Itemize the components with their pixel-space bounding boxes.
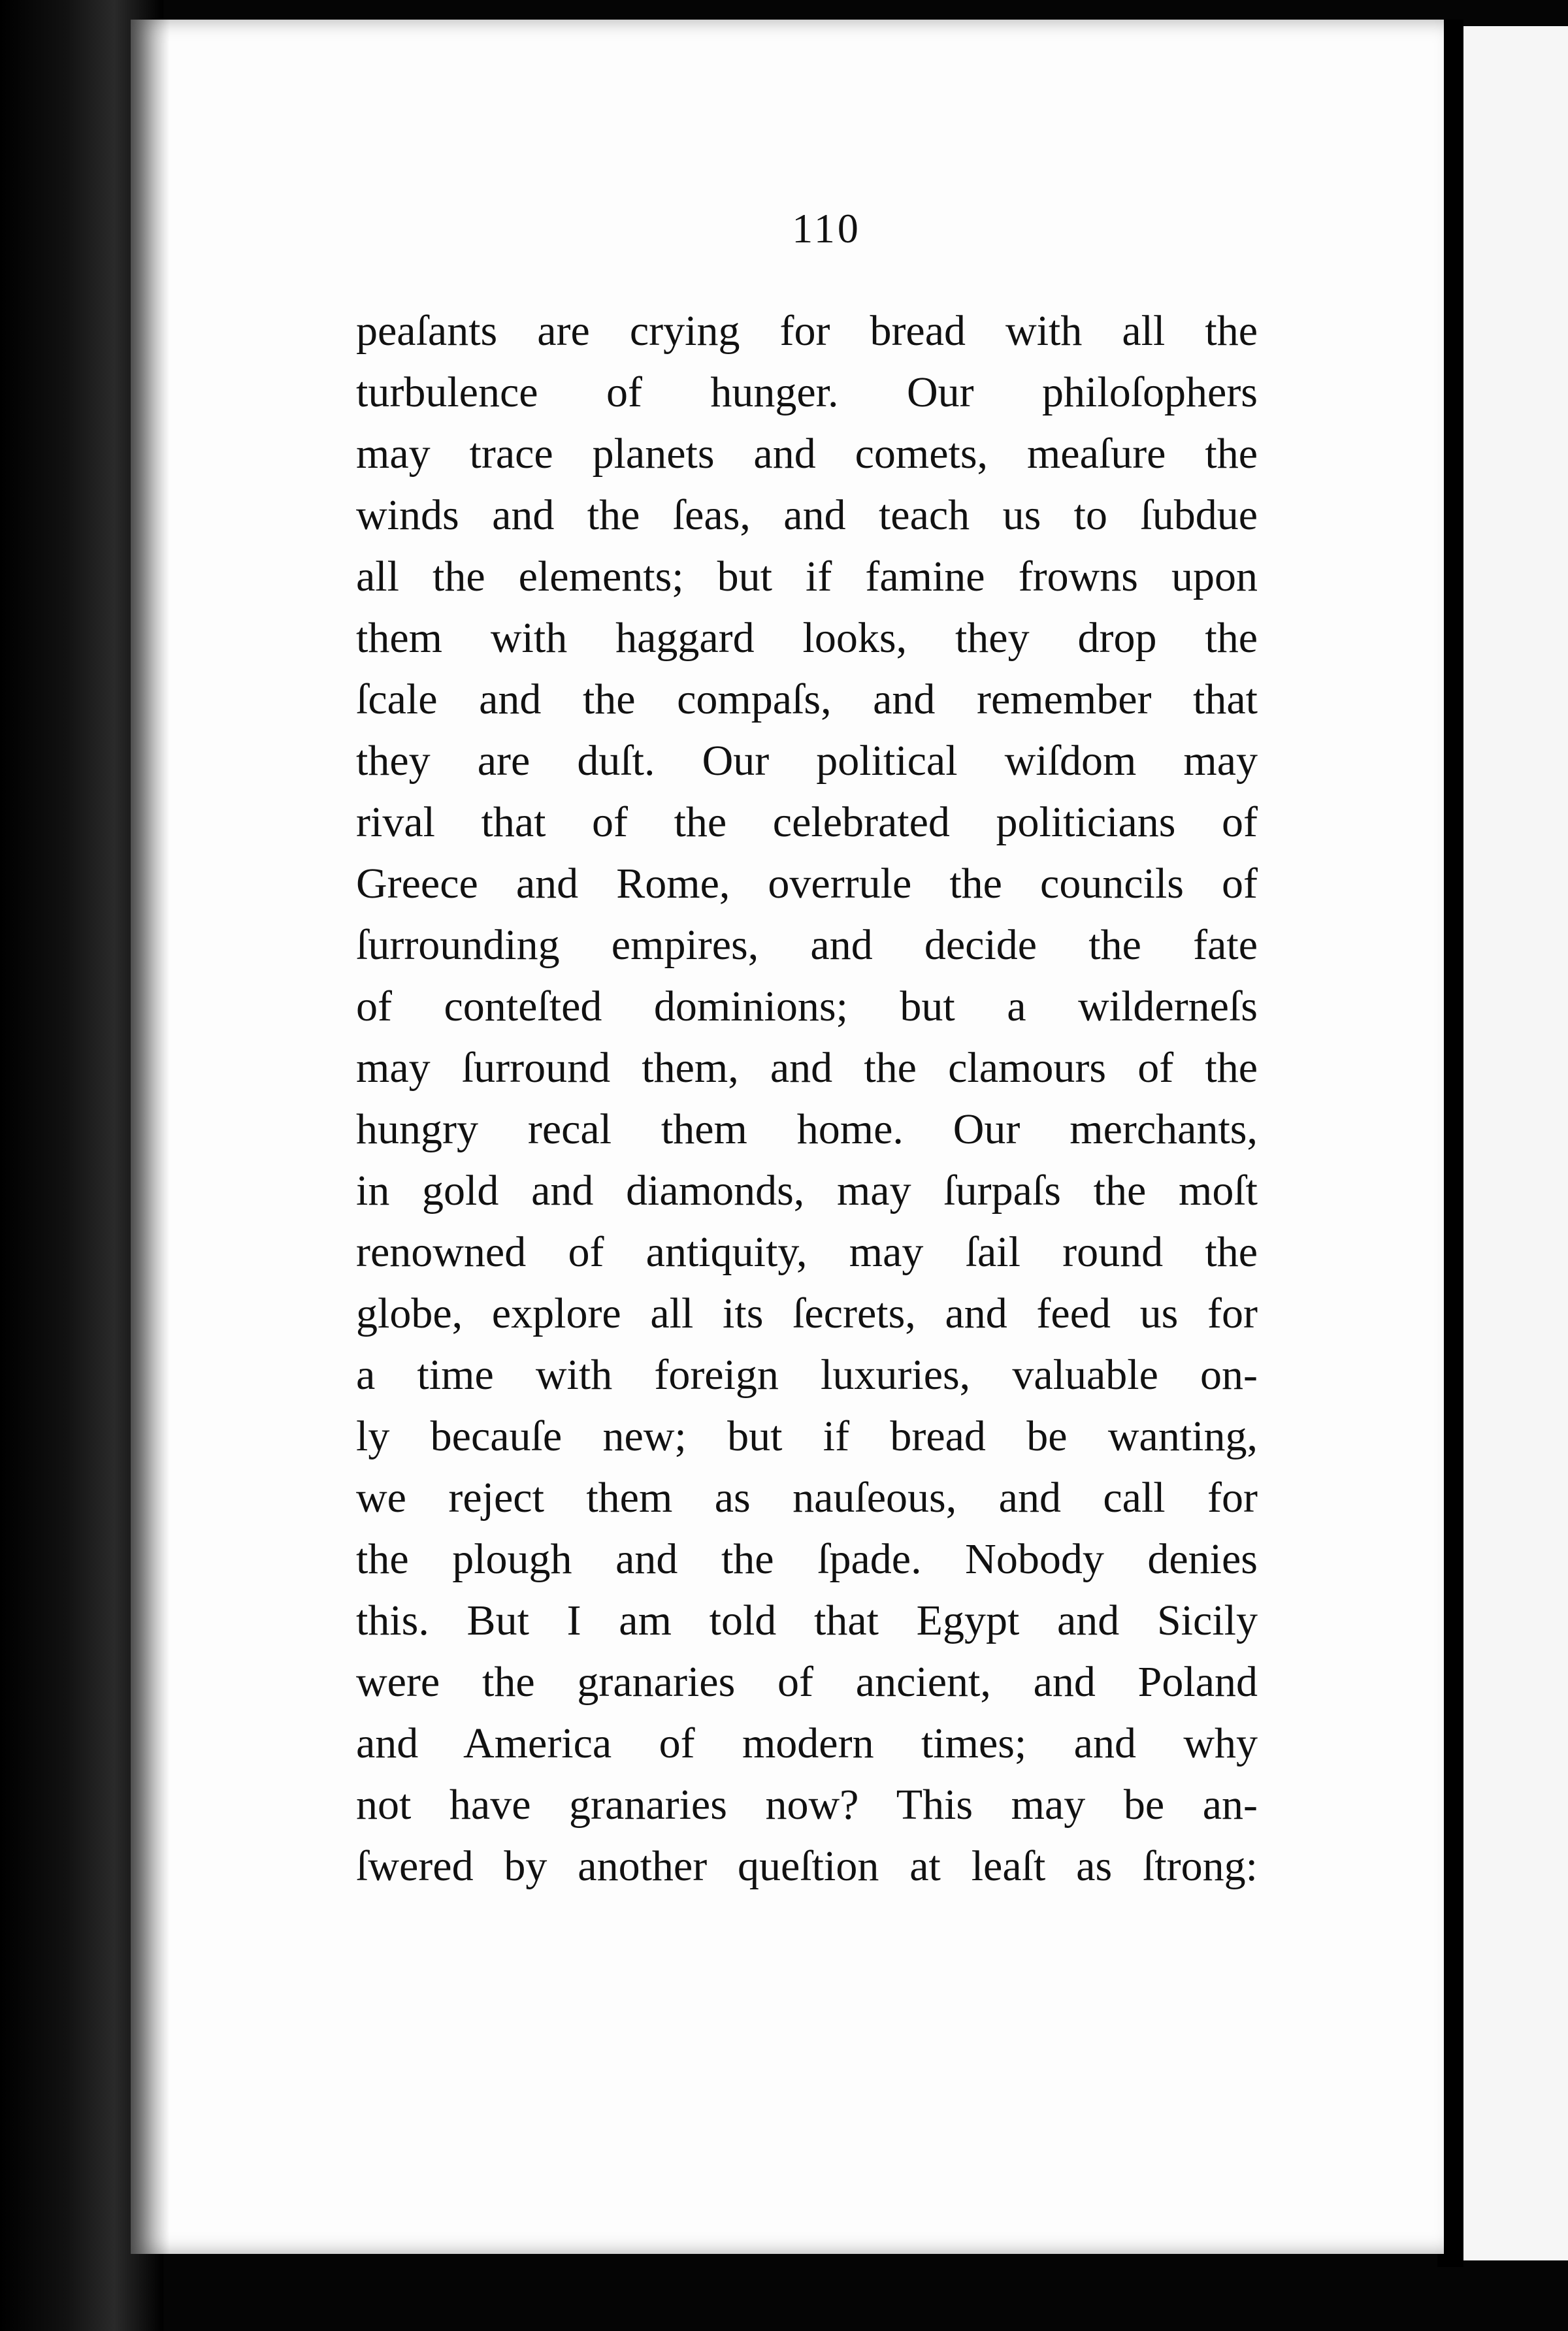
text-line: winds and the ſeas, and teach us to ſubdue — [356, 491, 1258, 539]
text-line: we reject them as nauſeous, and call for — [356, 1474, 1258, 1522]
text-line: may ſurround them, and the clamours of the — [356, 1044, 1258, 1092]
page-gutter-shadow — [131, 20, 170, 2254]
text-line: of conteſted dominions; but a wilderneſs — [356, 983, 1258, 1030]
page-number: 110 — [792, 205, 861, 252]
text-line: them with haggard looks, they drop the — [356, 614, 1258, 662]
body-text — [356, 301, 1258, 1897]
text-line: peaſants are crying for bread with all the — [356, 307, 1258, 355]
text-line: may trace planets and comets, meaſure the — [356, 430, 1258, 478]
text-line: renowned of antiquity, may ſail round the — [356, 1228, 1258, 1276]
text-line: Greece and Rome, overrule the councils of — [356, 860, 1258, 907]
text-line: all the elements; but if famine frowns upon — [356, 553, 1258, 600]
text-line: the plough and the ſpade. Nobody denies — [356, 1535, 1258, 1583]
text-line: globe, explore all its ſecrets, and feed us for — [356, 1290, 1258, 1337]
text-line: a time with foreign luxuries, valuable on- — [356, 1351, 1258, 1399]
text-line: and America of modern times; and why — [356, 1720, 1258, 1767]
text-line: hungry recal them home. Our merchants, — [356, 1105, 1258, 1153]
text-line: ſwered by another queſtion at leaſt as ſtrong: — [356, 1842, 1258, 1890]
text-line: ly becauſe new; but if bread be wanting, — [356, 1412, 1258, 1460]
text-line: they are duſt. Our political wiſdom may — [356, 737, 1258, 785]
text-line: ſurrounding empires, and decide the fate — [356, 921, 1258, 969]
text-line: this. But I am told that Egypt and Sicily — [356, 1597, 1258, 1644]
text-line: ſcale and the compaſs, and remember that — [356, 676, 1258, 723]
text-line: were the granaries of ancient, and Poland — [356, 1658, 1258, 1706]
text-line: not have granaries now? This may be an- — [356, 1781, 1258, 1829]
text-line: turbulence of hunger. Our philoſophers — [356, 368, 1258, 416]
facing-page-strip — [1463, 26, 1568, 2260]
text-line: in gold and diamonds, may ſurpaſs the moſt — [356, 1167, 1258, 1214]
text-line: rival that of the celebrated politicians of — [356, 798, 1258, 846]
